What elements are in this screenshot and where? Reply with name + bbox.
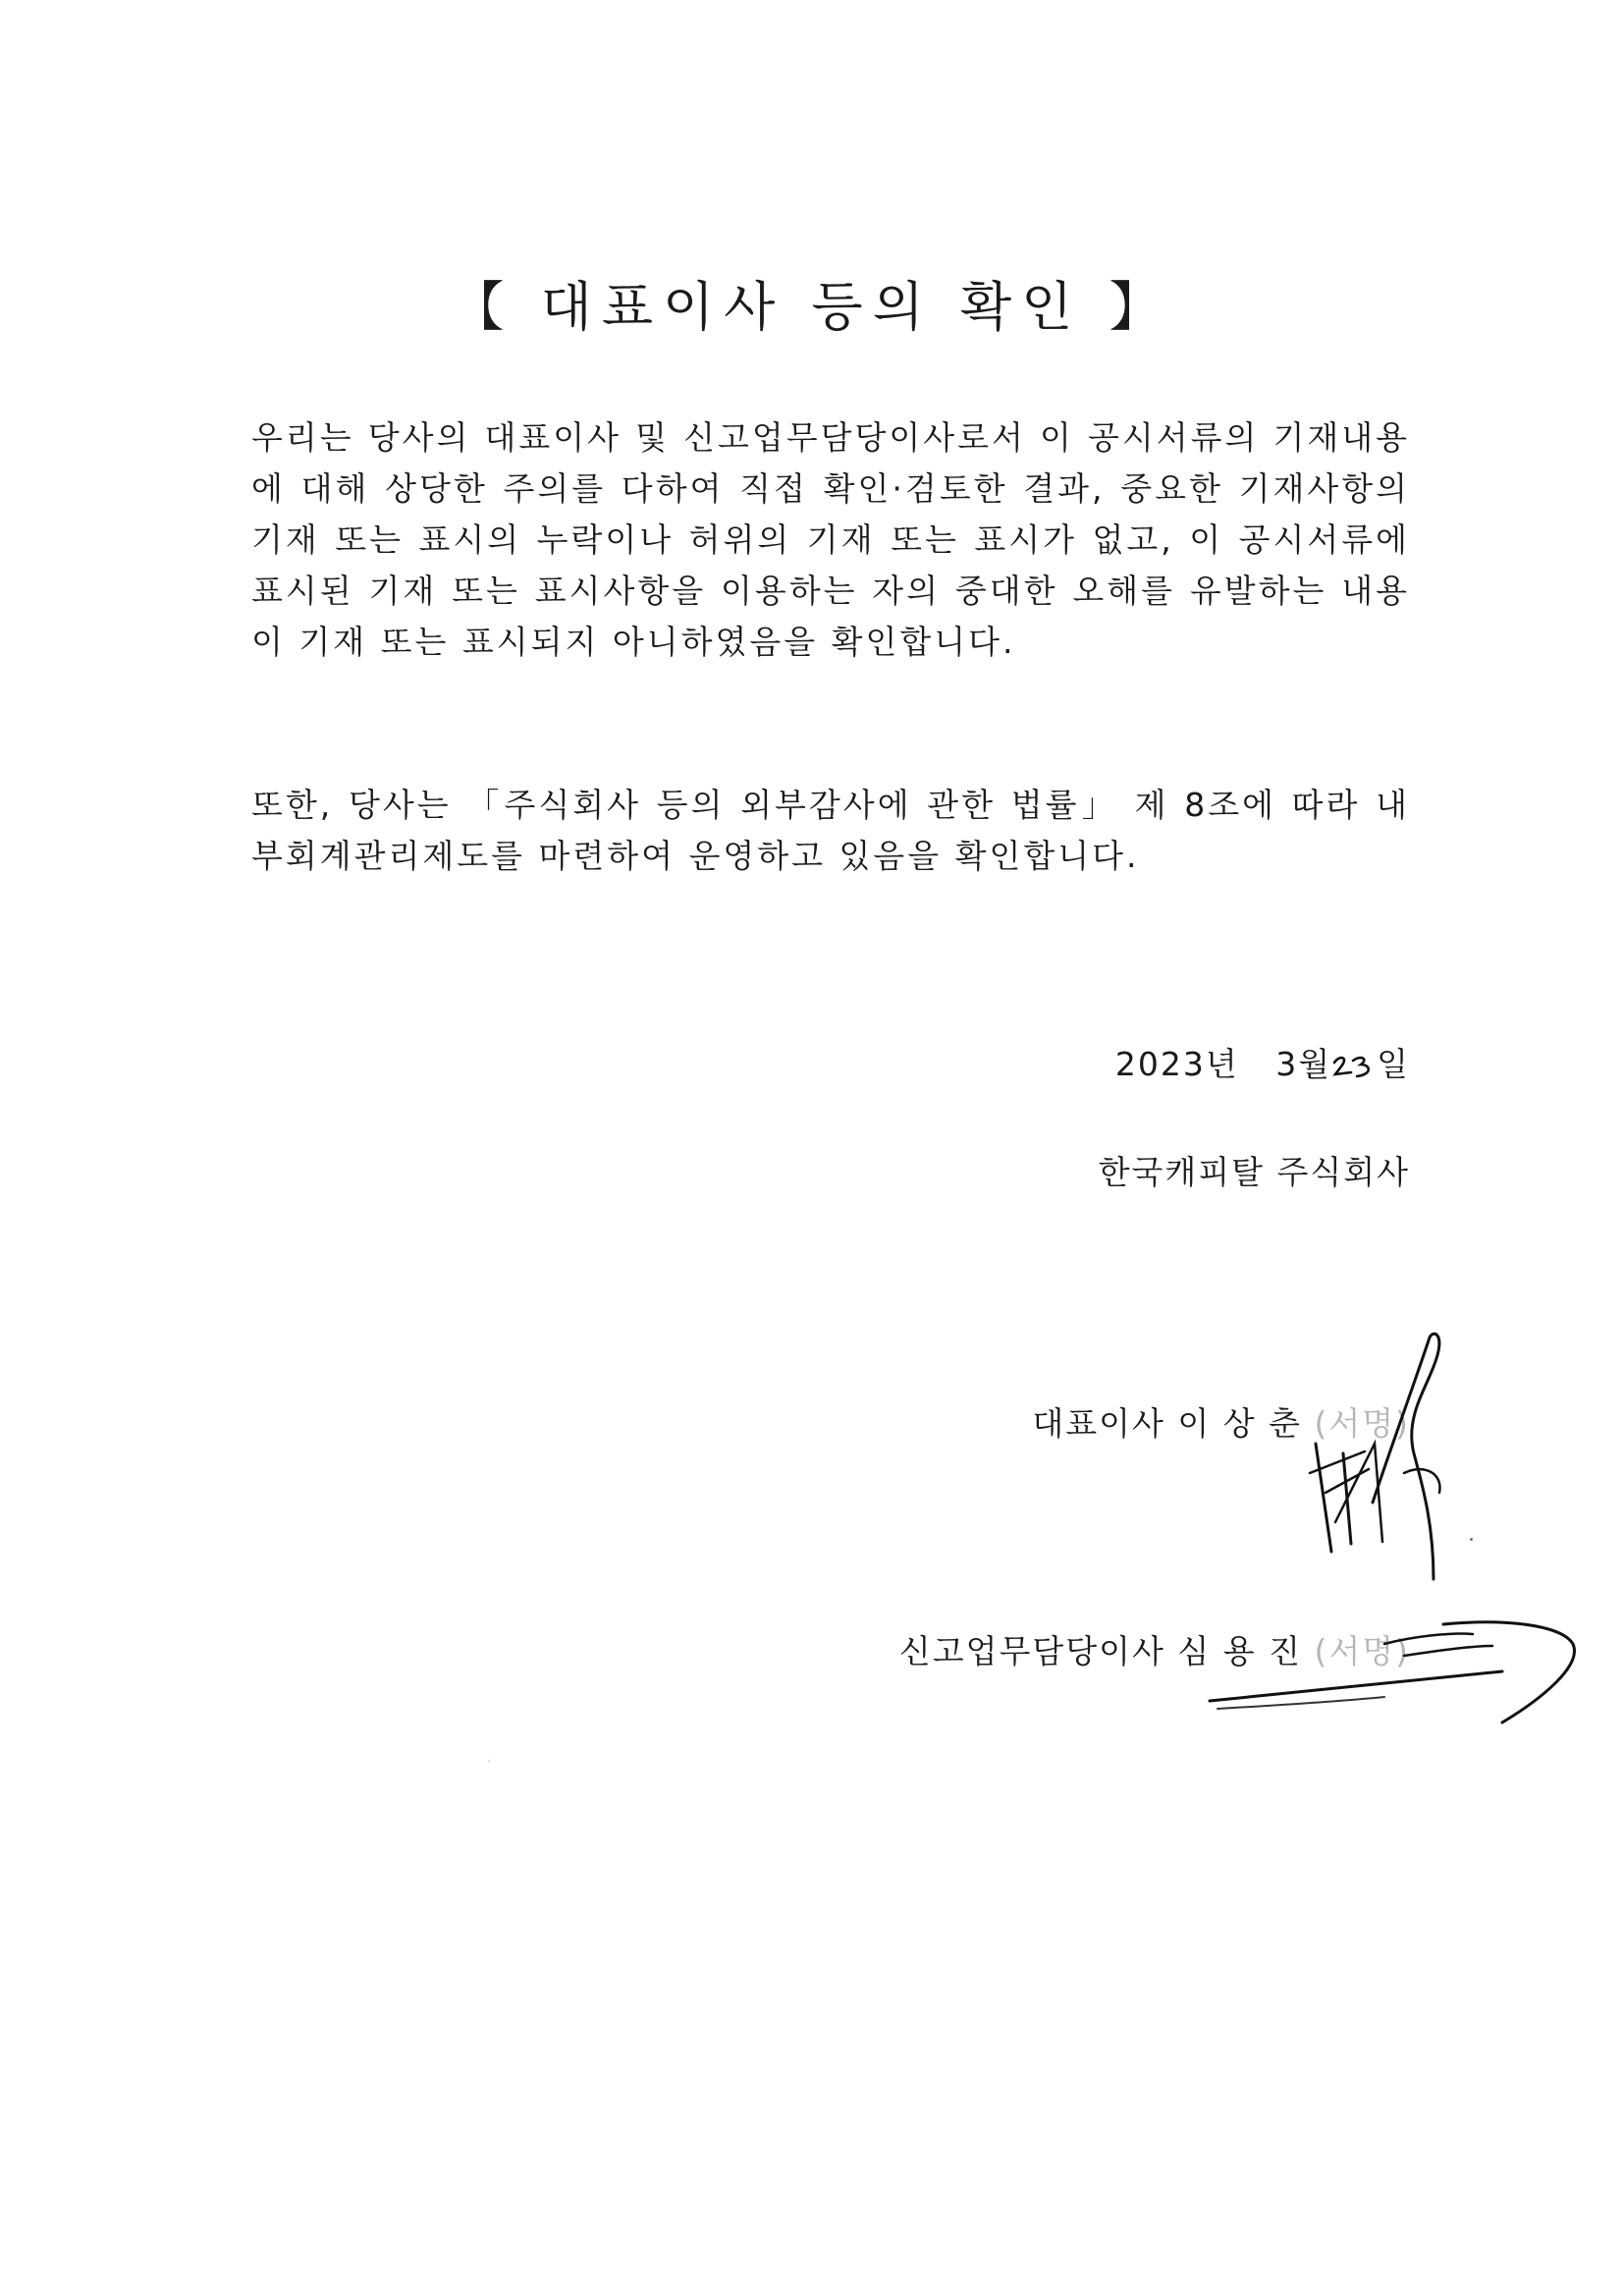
document-date xyxy=(1115,1039,1410,1085)
ceo-role-name: 대표이사 이 상 춘 xyxy=(1032,1404,1302,1443)
ceo-signature-line xyxy=(1032,1398,1410,1445)
company-name: 한국캐피탈 주식회사 xyxy=(1098,1153,1410,1191)
officer-signature-line xyxy=(899,1626,1410,1672)
handwritten-day-mark xyxy=(1331,1053,1377,1082)
date-day-handwritten xyxy=(1331,1052,1377,1081)
document-title: 【 대표이사 등의 확인 】 xyxy=(451,276,1172,338)
ceo-sign-mark: (서명) xyxy=(1314,1404,1410,1443)
date-month: 3월 xyxy=(1275,1045,1332,1083)
date-year: 2023년 xyxy=(1114,1045,1239,1083)
scan-speck xyxy=(488,1760,490,1762)
officer-role-name: 신고업무담당이사 심 용 진 xyxy=(898,1632,1302,1670)
internal-control-paragraph: 또한, 당사는 「주식회사 등의 외부감사에 관한 법률」 제 8조에 따라 내부회계관리제도를 마련하여 운영하고 있음을 확인합니다. xyxy=(251,786,1410,875)
confirmation-paragraph: 우리는 당사의 대표이사 및 신고업무담당이사로서 이 공시서류의 기재내용에 대해 상당한 주의를 다하여 직접 확인·검토한 결과, 중요한 기재사항의 기재 또는 표시의 누락이나 허위의 기재 또는 표시가 없고, 이 공시서류에 표시된 기재 또는 표시사항을 이용하는 자의 중대한 오해를 유발하는 내용이 기재 또는 표시되지 아니하였음을 확인합니다. xyxy=(251,418,1410,661)
date-day-suffix: 일 xyxy=(1377,1045,1410,1083)
ceo-handwritten-signature xyxy=(1296,1326,1483,1581)
ink-speck xyxy=(1470,1538,1473,1541)
officer-sign-mark: (서명) xyxy=(1314,1632,1410,1670)
